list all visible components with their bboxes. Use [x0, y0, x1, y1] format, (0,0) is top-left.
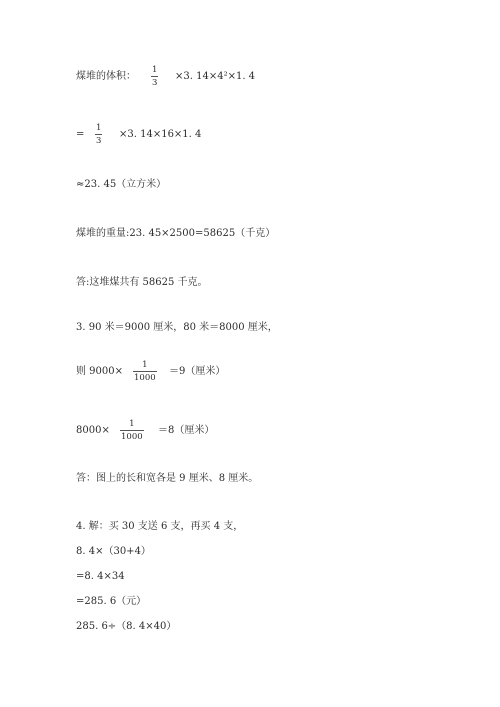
volume-step-expression: ×3. 14×16×1. 4 [119, 129, 202, 140]
fraction-numerator: 1 [142, 360, 148, 370]
fraction-bar [151, 76, 158, 77]
fraction-bar [120, 430, 144, 431]
coal-volume-label: 煤堆的体积： [76, 71, 136, 82]
calc-step-3: =285. 6（元） [76, 596, 147, 607]
volume-result: ≈23. 45（立方米） [76, 179, 167, 190]
width-calc-result: ＝8（厘米） [158, 425, 215, 436]
problem-4-solution: 4. 解：买 30 支送 6 支，再买 4 支， [76, 521, 244, 532]
calc-step-1: 8. 4×（30+4） [76, 546, 151, 557]
calc-step-2: =8. 4×34 [76, 571, 125, 582]
calc-step-4: 285. 6÷（8. 4×40） [76, 621, 177, 632]
fraction-one-third [151, 65, 158, 88]
coal-weight-line: 煤堆的重量:23. 45×2500=58625（千克） [76, 228, 276, 239]
fraction-bar [95, 134, 102, 135]
fraction-one-thousandth [120, 419, 144, 442]
fraction-denominator: 1000 [121, 432, 143, 442]
length-calc-prefix: 则 9000× [76, 366, 124, 377]
fraction-numerator: 1 [96, 123, 102, 133]
coal-volume-expression: ×3. 14×4²×1. 4 [175, 71, 256, 82]
fraction-numerator: 1 [152, 65, 158, 75]
answer-3-map: 答：图上的长和宽各是 9 厘米、8 厘米。 [76, 473, 259, 484]
length-calc-result: ＝9（厘米） [169, 366, 226, 377]
fraction-denominator: 3 [96, 136, 102, 146]
fraction-numerator: 1 [129, 419, 135, 429]
answer-3: 答:这堆煤共有 58625 千克。 [76, 277, 208, 288]
fraction-denominator: 3 [152, 78, 158, 88]
fraction-bar [133, 371, 157, 372]
fraction-denominator: 1000 [134, 373, 156, 383]
width-calc-prefix: 8000× [76, 425, 110, 436]
problem-3-conversion: 3. 90 米＝9000 厘米，80 米＝8000 厘米， [76, 322, 278, 333]
fraction-one-third [95, 123, 102, 146]
equals-sign: = [76, 129, 85, 140]
fraction-one-thousandth [133, 360, 157, 383]
